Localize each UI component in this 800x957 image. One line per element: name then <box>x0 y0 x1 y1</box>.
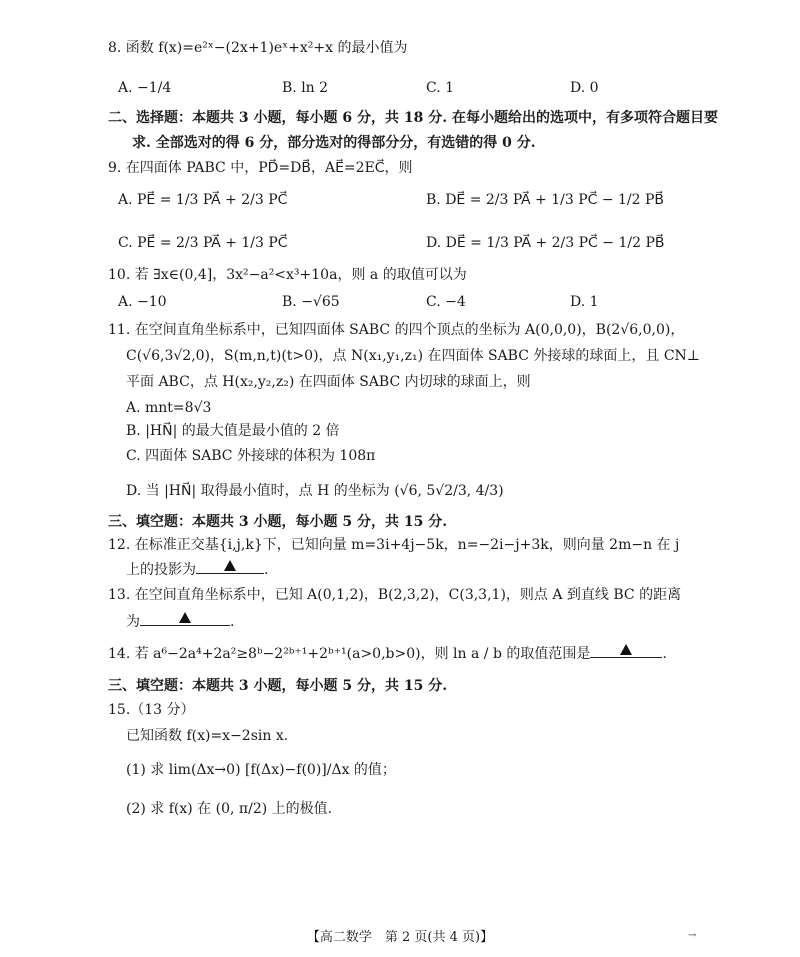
q14-prefix: 14. 若 a⁶−2a⁴+2a²≥8ᵇ−2²ᵇ⁺¹+2ᵇ⁺¹(a>0,b>0)，则 ln a / b 的取值范围是 <box>108 646 591 662</box>
q11-line3: 平面 ABC，点 H(x₂,y₂,z₂) 在四面体 SABC 内切球的球面上，则 <box>126 374 531 390</box>
q13-answer-blank[interactable] <box>140 611 230 626</box>
q12-line2 <box>126 559 268 580</box>
q13-line2-suffix: . <box>230 614 235 630</box>
q12-line2-prefix: 上的投影为 <box>126 562 196 578</box>
triangle-icon <box>179 612 191 623</box>
q13-line1: 13. 在空间直角坐标系中，已知 A(0,1,2)，B(2,3,2)，C(3,3,1)，则点 A 到直线 BC 的距离 <box>108 587 682 603</box>
q11-line2: C(√6,3√2,0)，S(m,n,t)(t>0)，点 N(x₁,y₁,z₁) 在四面体 SABC 外接球的球面上，且 CN⊥ <box>126 348 700 364</box>
q15-title: 15.（13 分） <box>108 702 195 718</box>
q8-option-d: D. 0 <box>570 80 599 96</box>
q11-option-d: D. 当 |HN⃗| 取得最小值时，点 H 的坐标为 (√6, 5√2/3, 4/3) <box>126 483 504 499</box>
q12-line2-suffix: . <box>264 562 269 578</box>
section4-header: 三、填空题：本题共 3 小题，每小题 5 分，共 15 分. <box>108 678 448 694</box>
q10-option-d: D. 1 <box>570 294 599 310</box>
q15-given: 已知函数 f(x)=x−2sin x. <box>126 728 289 744</box>
section2-header-line1: 二、选择题：本题共 3 小题，每小题 6 分，共 18 分. 在每小题给出的选项中，有多项符合题目要 <box>108 110 718 126</box>
q15-part2: (2) 求 f(x) 在 (0, π/2) 上的极值. <box>126 801 333 817</box>
q8-stem: 8. 函数 f(x)=e²ˣ−(2x+1)eˣ+x²+x 的最小值为 <box>108 40 408 56</box>
q8-option-c: C. 1 <box>426 80 455 96</box>
q14-line <box>108 643 667 664</box>
q9-option-c: C. PE⃗ = 2/3 PA⃗ + 1/3 PC⃗ <box>118 235 288 251</box>
q11-option-c: C. 四面体 SABC 外接球的体积为 108π <box>126 448 376 464</box>
q8-option-b: B. ln 2 <box>282 80 329 96</box>
section3-header: 三、填空题：本题共 3 小题，每小题 5 分，共 15 分. <box>108 514 448 530</box>
q13-line2-prefix: 为 <box>126 614 140 630</box>
q10-option-c: C. −4 <box>426 294 466 310</box>
q14-answer-blank[interactable] <box>590 643 662 658</box>
corner-mark: → <box>688 930 697 941</box>
q9-option-a: A. PE⃗ = 1/3 PA⃗ + 2/3 PC⃗ <box>118 192 288 208</box>
q13-line2 <box>126 611 234 632</box>
q12-answer-blank[interactable] <box>196 559 264 574</box>
q15-part1: (1) 求 lim(Δx→0) [f(Δx)−f(0)]/Δx 的值； <box>126 762 396 778</box>
q9-option-b: B. DE⃗ = 2/3 PA⃗ + 1/3 PC⃗ − 1/2 PB⃗ <box>426 192 665 208</box>
q11-option-a: A. mnt=8√3 <box>126 400 212 416</box>
q8-option-a: A. −1/4 <box>118 80 172 96</box>
q9-option-d: D. DE⃗ = 1/3 PA⃗ + 2/3 PC⃗ − 1/2 PB⃗ <box>426 235 665 251</box>
triangle-icon <box>620 644 632 655</box>
q11-line1: 11. 在空间直角坐标系中，已知四面体 SABC 的四个顶点的坐标为 A(0,0,0)，B(2√6,0,0)， <box>108 322 685 338</box>
triangle-icon <box>224 560 236 571</box>
page-footer: 【高二数学 第 2 页(共 4 页)】 <box>306 930 494 945</box>
q14-suffix: . <box>662 646 667 662</box>
q9-stem: 9. 在四面体 PABC 中，PD⃗=DB⃗，AE⃗=2EC⃗，则 <box>108 160 413 176</box>
q11-option-b: B. |HN⃗| 的最大值是最小值的 2 倍 <box>126 423 340 439</box>
section2-header-line2: 求. 全部选对的得 6 分，部分选对的得部分分，有选错的得 0 分. <box>132 135 536 151</box>
q10-option-b: B. −√65 <box>282 294 340 310</box>
q10-stem: 10. 若 ∃x∈(0,4]，3x²−a²<x³+10a，则 a 的取值可以为 <box>108 267 467 283</box>
q10-option-a: A. −10 <box>118 294 167 310</box>
q12-line1: 12. 在标准正交基{i,j,k}下，已知向量 m=3i+4j−5k，n=−2i−j+3k，则向量 2m−n 在 j <box>108 537 680 553</box>
